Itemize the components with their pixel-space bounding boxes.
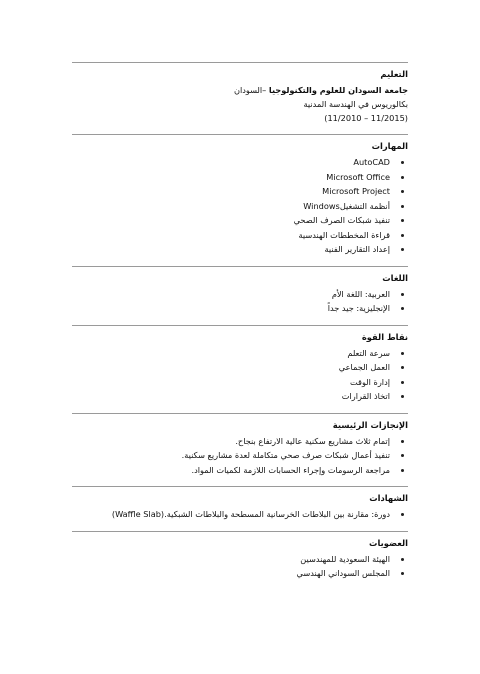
university-location: –السودان	[233, 85, 269, 95]
list-item: Microsoft Project	[72, 184, 390, 199]
achievements-heading: الإنجازات الرئيسية	[332, 419, 408, 430]
list-item: Microsoft Office	[72, 170, 390, 185]
list-item: أنظمة التشغيلWindows	[72, 199, 390, 214]
resume-page	[72, 62, 408, 590]
languages-list	[72, 287, 408, 316]
list-item: سرعة التعلم	[72, 346, 390, 361]
list-item: العمل الجماعي	[72, 360, 390, 375]
university-line	[72, 83, 408, 97]
list-item: العربية: اللغة الأم	[72, 287, 390, 302]
certificates-list	[72, 507, 408, 522]
languages-section	[72, 266, 408, 316]
education-section	[72, 62, 408, 125]
list-item: تنفيذ أعمال شبكات صرف صحي متكاملة لعدة مشاريع سكنية.	[72, 448, 390, 463]
list-item: اتخاذ القرارات	[72, 389, 390, 404]
list-item: الهيئة السعودية للمهندسين	[72, 552, 390, 567]
strengths-section	[72, 325, 408, 404]
list-item: AutoCAD	[72, 155, 390, 170]
skills-list	[72, 155, 408, 257]
skills-section	[72, 134, 408, 257]
university-name: جامعة السودان للعلوم والتكنولوجيا	[268, 85, 408, 95]
memberships-list	[72, 552, 408, 581]
achievements-section	[72, 413, 408, 478]
languages-heading: اللغات	[382, 272, 408, 283]
list-item: قراءة المخططات الهندسية	[72, 228, 390, 243]
certificates-section	[72, 486, 408, 522]
achievements-list	[72, 434, 408, 478]
memberships-heading: العضويات	[369, 537, 408, 548]
list-item: تنفيذ شبكات الصرف الصحي	[72, 213, 390, 228]
list-item: إعداد التقارير الفنية	[72, 242, 390, 257]
certificates-heading: الشهادات	[369, 493, 408, 503]
list-item: المجلس السوداني الهندسي	[72, 566, 390, 581]
memberships-section	[72, 531, 408, 581]
strengths-heading: نقاط القوة	[361, 331, 408, 342]
education-dates	[72, 111, 408, 125]
list-item: إدارة الوقت	[72, 375, 390, 390]
education-heading: التعليم	[380, 69, 408, 79]
education-date-range: (11/2010 – 11/2015)	[324, 113, 408, 123]
degree-line: بكالوريوس في الهندسة المدنية	[303, 99, 408, 109]
list-item: دورة: مقارنة بين البلاطات الخرسانية المسطحة والبلاطات الشبكية.(Waffle Slab)	[72, 507, 390, 522]
list-item: الإنجليزية: جيد جداً	[72, 301, 390, 316]
list-item: مراجعة الرسومات وإجراء الحسابات اللازمة لكميات المواد.	[72, 463, 390, 478]
skills-heading: المهارات	[371, 141, 408, 151]
strengths-list	[72, 346, 408, 404]
list-item: إتمام ثلاث مشاريع سكنية عالية الارتفاع بنجاح.	[72, 434, 390, 449]
